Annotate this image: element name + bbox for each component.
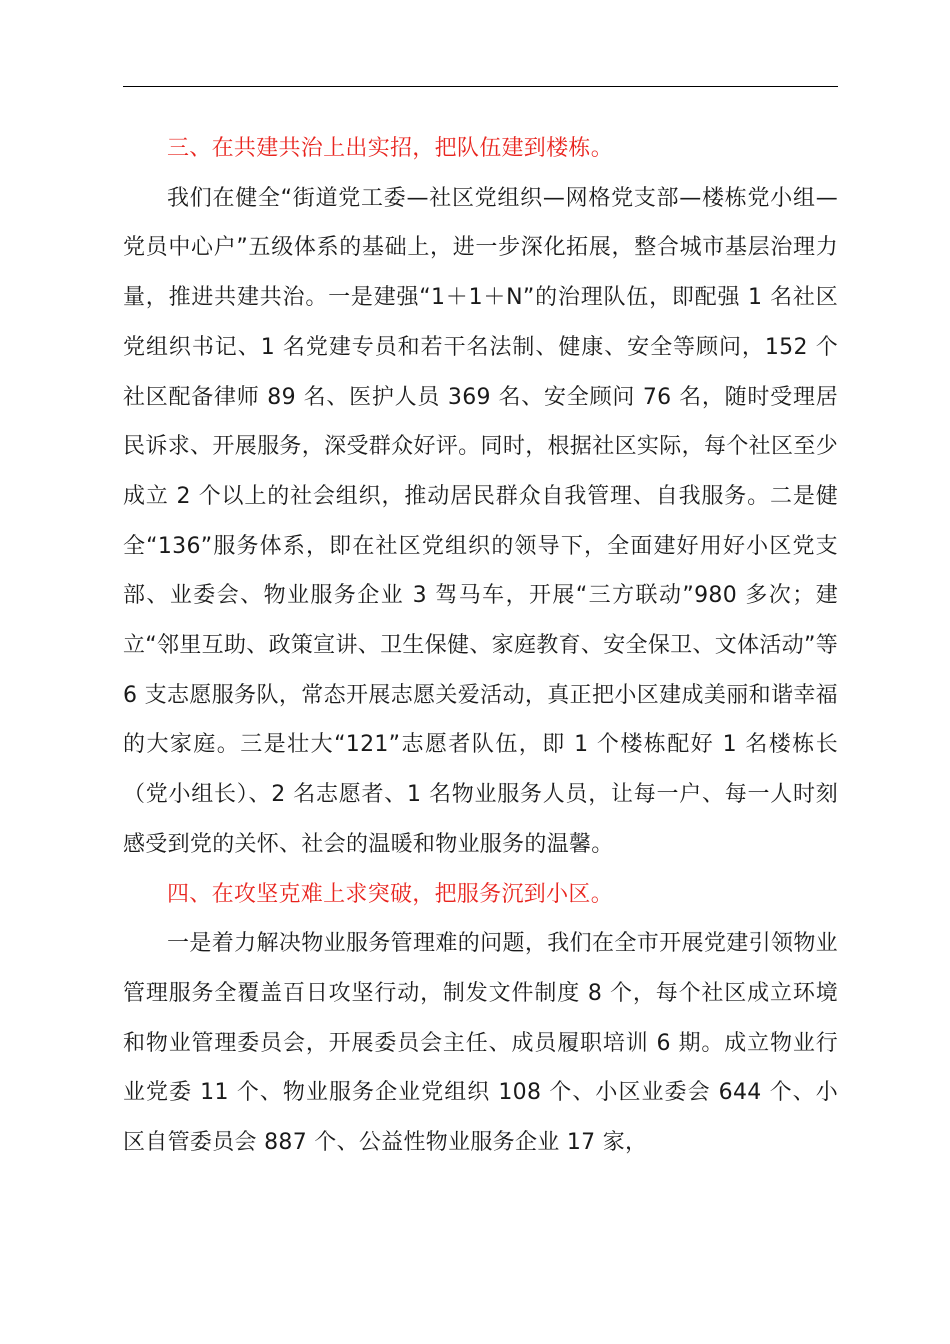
document-body [123,124,838,1168]
section-heading-4: 四、在攻坚克难上求突破，把服务沉到小区。 [167,881,614,907]
section-paragraph-3: 我们在健全“街道党工委—社区党组织—网格党支部—楼栋党小组—党员中心户”五级体系的基础上，进一步深化拓展，整合城市基层治理力量，推进共建共治。一是建强“1＋1＋N”的治理队伍，即配强 1 名社区党组织书记、1 名党建专员和若干名法制、健康、安全等顾问，152 个社区配备律师 89 名、医护人员 369 名、安全顾问 76 名，随时受理居民诉求、开展服务，深受群众好评。同时，根据社区实际，每个社区至少成立 2 个以上的社会组织，推动居民群众自我管理、自我服务。二是健全“136”服务体系，即在社区党组织的领导下，全面建好用好小区党支部、业委会、物业服务企业 3 驾马车，开展“三方联动”980 多次；建立“邻里互助、政策宣讲、卫生保健、家庭教育、安全保卫、文体活动”等 6 支志愿服务队，常态开展志愿关爱活动，真正把小区建成美丽和谐幸福的大家庭。三是壮大“121”志愿者队伍，即 1 个楼栋配好 1 名楼栋长（党小组长）、2 名志愿者、1 名物业服务人员，让每一户、每一人时刻感受到党的关怀、社会的温暖和物业服务的温馨。 [123,185,838,857]
section-heading-3: 三、在共建共治上出实招，把队伍建到楼栋。 [167,136,614,161]
section-paragraph-4: 一是着力解决物业服务管理难的问题，我们在全市开展党建引领物业管理服务全覆盖百日攻坚行动，制发文件制度 8 个，每个社区成立环境和物业管理委员会，开展委员会主任、成员履职培训 6 期。成立物业行业党委 11 个、物业服务企业党组织 108 个、小区业委会 644 个、小区自管委员会 887 个、公益性物业服务企业 17 家， [123,931,838,1156]
header-rule [123,86,838,87]
